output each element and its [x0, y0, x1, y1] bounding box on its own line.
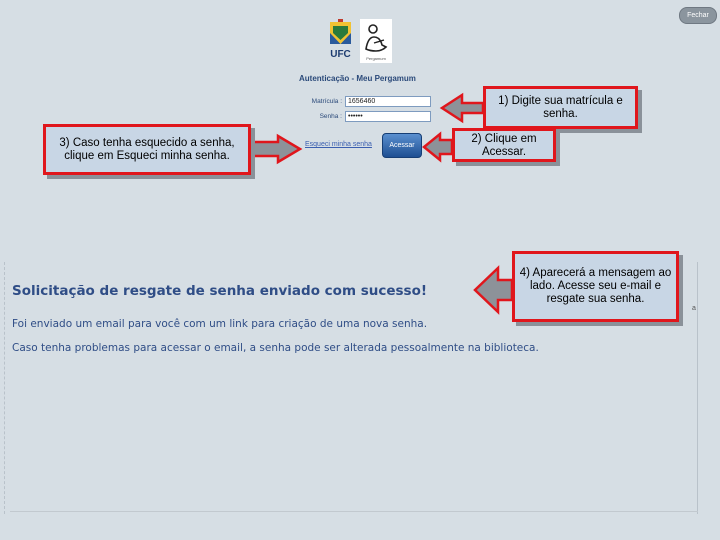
success-message-title: Solicitação de resgate de senha enviado com sucesso!: [12, 283, 428, 299]
svg-text:UFC: UFC: [330, 49, 351, 60]
message-panel: [4, 262, 698, 514]
help-message-line: Caso tenha problemas para acessar o email, a senha pode ser alterada pessoalmente na biblioteca.: [12, 342, 539, 354]
callout-step-1: [483, 86, 638, 129]
callout-step-4-text: 4) Aparecerá a mensagem ao lado. Acesse seu e-mail e resgate sua senha.: [519, 267, 672, 305]
callout-step-2-text: 2) Clique em Acessar.: [471, 133, 537, 158]
success-message-line: Foi enviado um email para você com um link para criação de uma nova senha.: [12, 318, 428, 330]
password-label: Senha :: [319, 113, 342, 120]
divider: [10, 511, 698, 512]
svg-text:Pergamum: Pergamum: [366, 56, 386, 61]
forgot-password-link[interactable]: Esqueci minha senha: [305, 141, 372, 148]
login-title: Autenticação - Meu Pergamum: [299, 74, 416, 83]
access-button[interactable]: Acessar: [382, 133, 422, 158]
password-input[interactable]: ••••••: [345, 111, 431, 122]
arrow-step2: [424, 134, 452, 160]
username-label: Matrícula :: [311, 98, 342, 105]
stray-text: a: [692, 305, 696, 312]
callout-step-2: [452, 128, 556, 162]
callout-step-3: [43, 124, 251, 175]
callout-step-1-text: 1) Digite sua matrícula e senha.: [498, 94, 623, 120]
arrow-step3: [251, 136, 300, 162]
arrow-step1: [442, 95, 483, 121]
callout-step-3-text: 3) Caso tenha esquecido a senha, clique em Esqueci minha senha.: [59, 136, 235, 162]
close-button[interactable]: Fechar: [679, 7, 717, 24]
